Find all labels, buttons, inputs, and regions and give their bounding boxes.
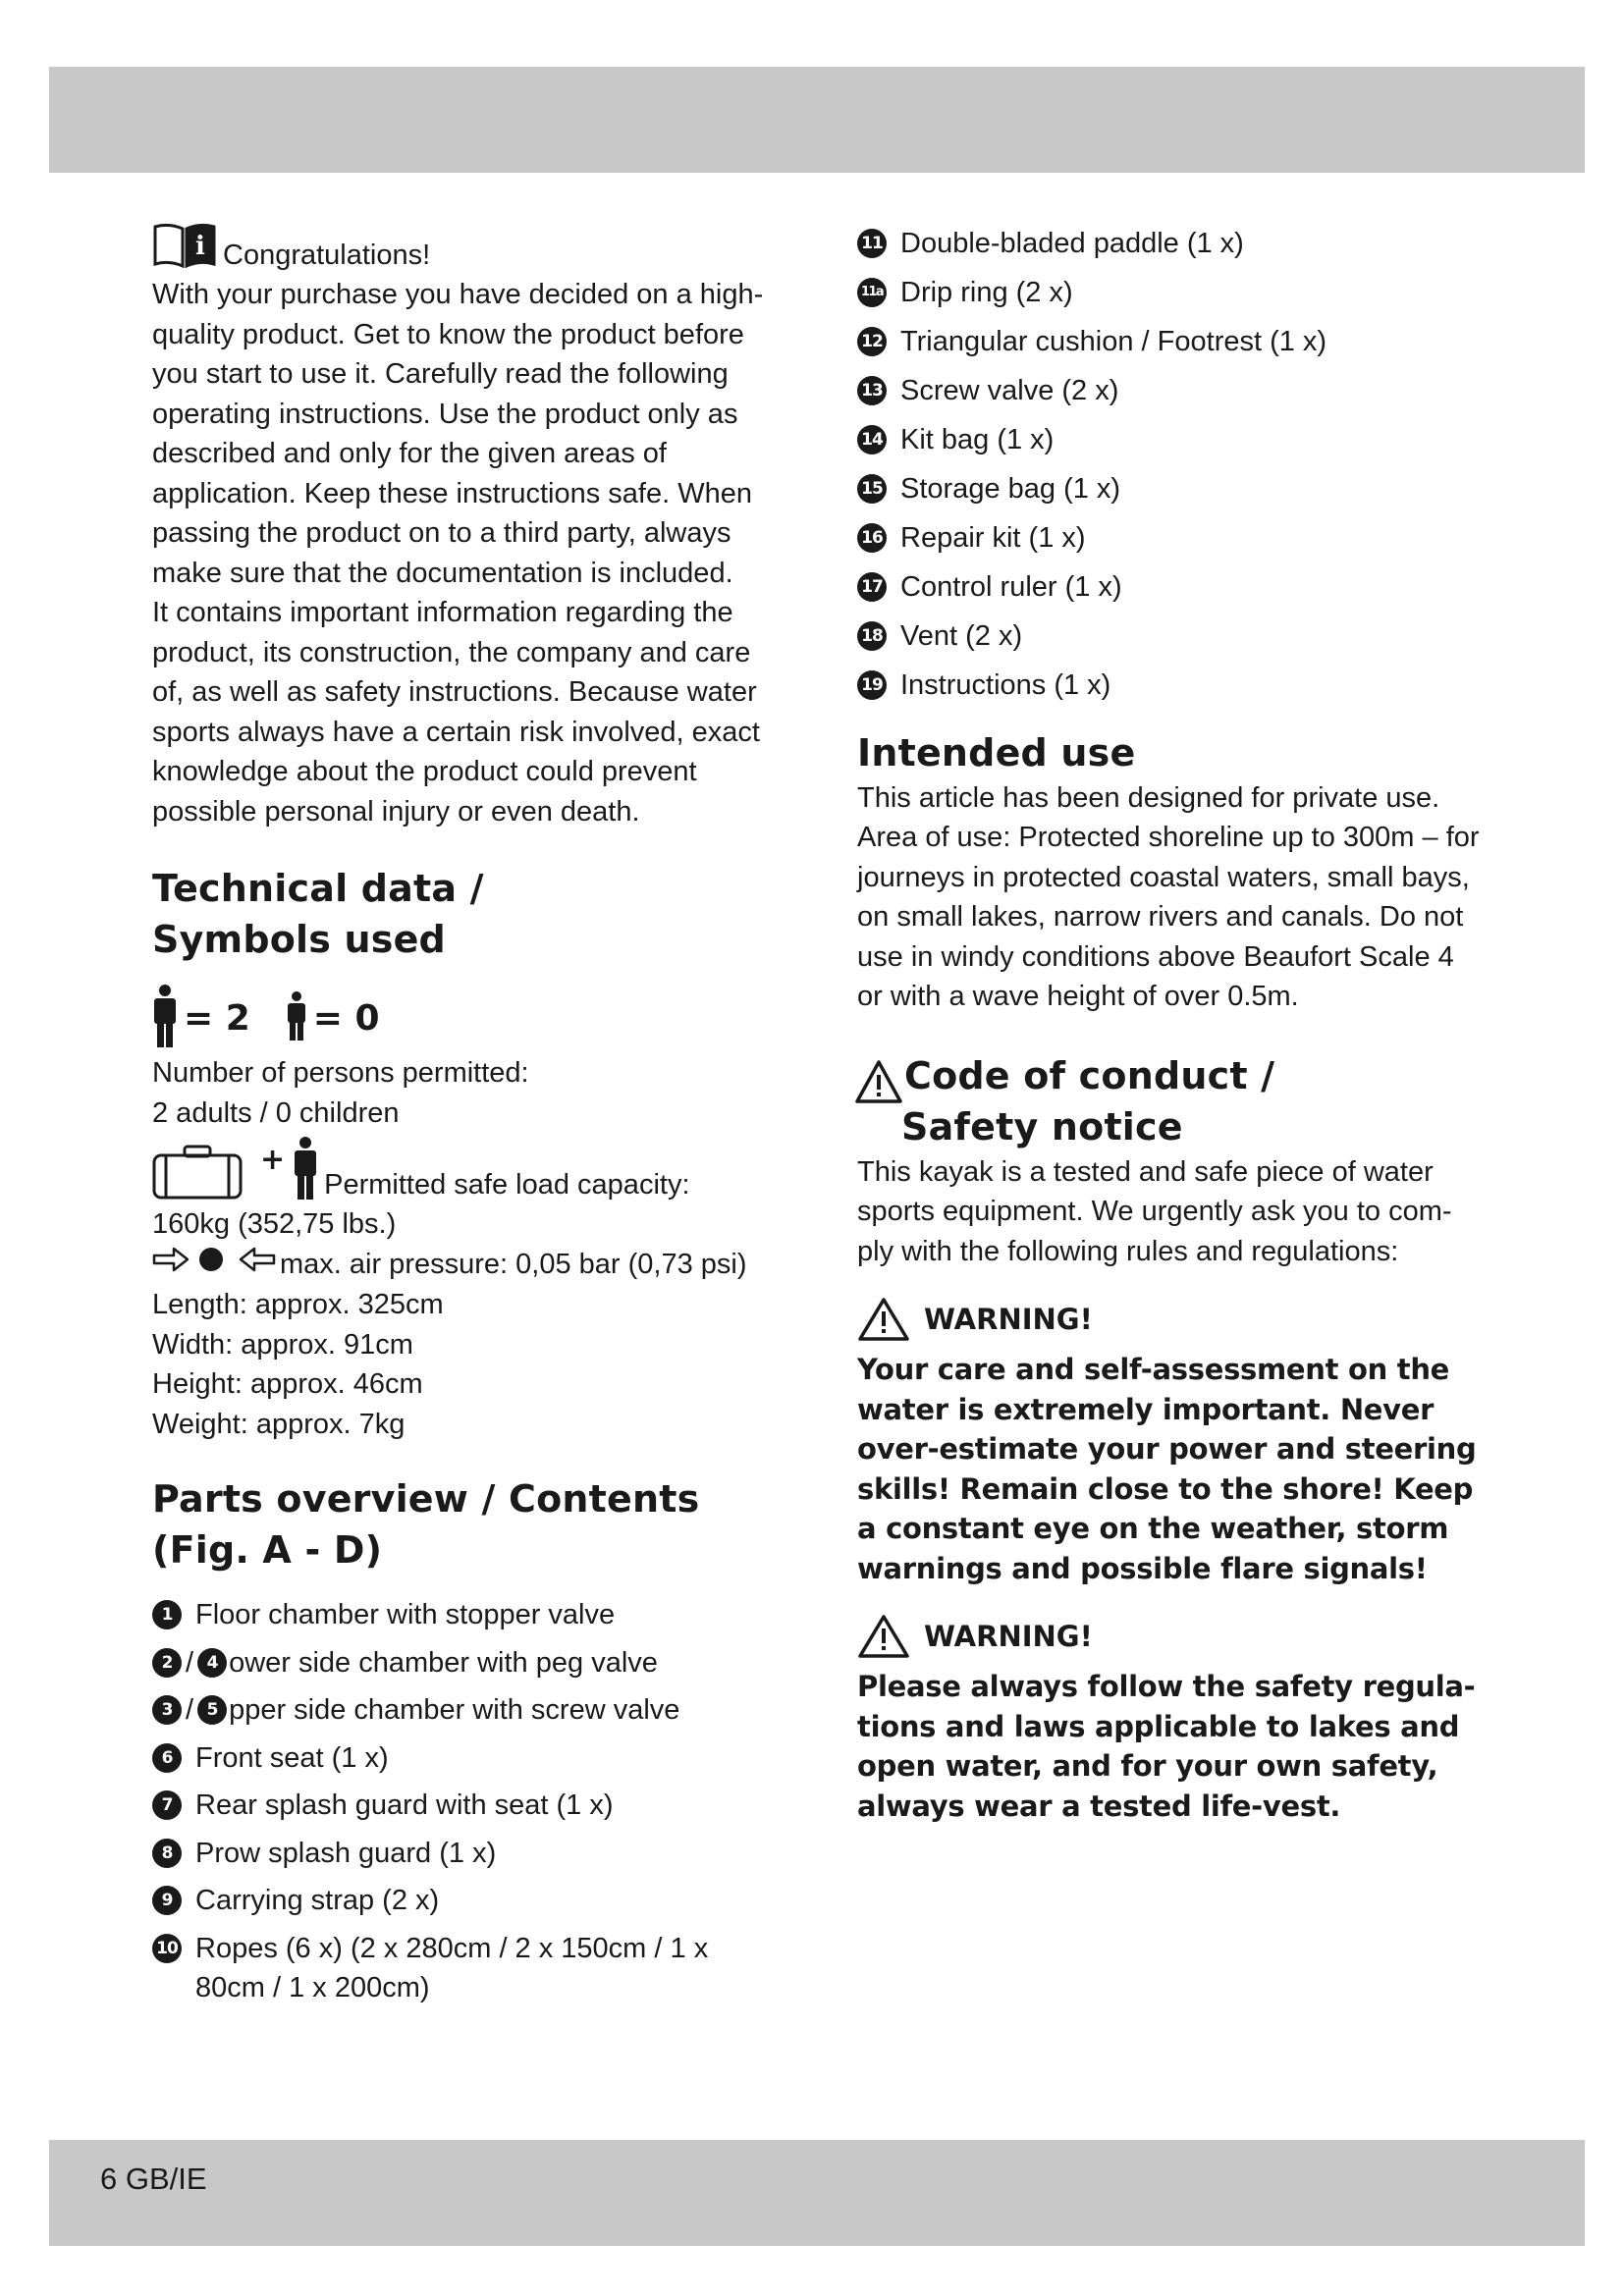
list-item bbox=[857, 518, 1486, 559]
suitcase-icon bbox=[152, 1145, 243, 1204]
item-number-badge: 11 bbox=[857, 229, 887, 258]
list-item bbox=[857, 666, 1486, 706]
list-item bbox=[857, 567, 1486, 608]
list-item-text: Kit bag (1 x) bbox=[900, 424, 1055, 455]
list-item-text: Vent (2 x) bbox=[900, 620, 1023, 652]
item-number-badge: 2 bbox=[152, 1648, 182, 1678]
persons-symbols bbox=[152, 983, 781, 1053]
list-item-text: pper side chamber with screw valve bbox=[229, 1694, 680, 1726]
list-item-text: Rear splash guard with seat (1 x) bbox=[195, 1789, 614, 1821]
list-item bbox=[857, 273, 1486, 313]
list-item-text: Front seat (1 x) bbox=[195, 1741, 389, 1774]
list-item-text: Instructions (1 x) bbox=[900, 669, 1111, 701]
footer-band bbox=[49, 2140, 1585, 2246]
warning-header-1 bbox=[857, 1297, 1486, 1342]
warning-text-1: Your care and self-assessment on the water is extremely important. Never over-estimate your power and steering skills! Remain close to the shore! Keep a constant eye on the weather, storm warnings and possible flare signals! bbox=[857, 1353, 1477, 1585]
svg-text:i: i bbox=[195, 232, 205, 261]
plus-symbol: + bbox=[260, 1143, 286, 1177]
list-item bbox=[857, 224, 1486, 264]
children-count-symbol: = 0 bbox=[312, 997, 380, 1039]
adult-person-icon bbox=[152, 985, 178, 1052]
list-item-text: Triangular cushion / Footrest (1 x) bbox=[900, 326, 1327, 357]
air-pressure-icon bbox=[152, 1245, 280, 1286]
load-person-icon bbox=[293, 1137, 318, 1204]
left-column bbox=[152, 221, 781, 2016]
list-item-text: Repair kit (1 x) bbox=[900, 522, 1086, 554]
list-item-text: Carrying strap (2 x) bbox=[195, 1885, 440, 1916]
adults-count-symbol: = 2 bbox=[184, 997, 250, 1039]
list-item bbox=[857, 322, 1486, 362]
list-item-text: Control ruler (1 x) bbox=[900, 571, 1122, 603]
item-number-badge: 8 bbox=[152, 1839, 182, 1868]
item-number-badge: 15 bbox=[857, 474, 887, 504]
slash-separator: / bbox=[186, 1646, 194, 1679]
list-item bbox=[152, 1881, 781, 1921]
list-item-text: Drip ring (2 x) bbox=[900, 277, 1073, 308]
item-number-badge: 14 bbox=[857, 425, 887, 454]
list-item bbox=[152, 1738, 781, 1779]
item-number-badge: 18 bbox=[857, 621, 887, 651]
width-text: Width: approx. 91cm bbox=[152, 1328, 413, 1361]
item-number-badge: 17 bbox=[857, 572, 887, 602]
persons-label: Number of persons permitted: bbox=[152, 1057, 529, 1089]
item-number-badge: 6 bbox=[152, 1743, 182, 1773]
persons-value: 2 adults / 0 children bbox=[152, 1096, 400, 1129]
item-number-badge: 3 bbox=[152, 1695, 182, 1725]
item-number-badge: 1 bbox=[152, 1600, 182, 1629]
list-item-text: Screw valve (2 x) bbox=[900, 375, 1119, 406]
item-number-badge: 11a bbox=[857, 278, 887, 307]
list-item-text: Storage bag (1 x) bbox=[900, 473, 1121, 505]
congrats-line bbox=[152, 221, 781, 275]
list-item bbox=[152, 1595, 781, 1635]
item-number-badge: 7 bbox=[152, 1790, 182, 1820]
list-item bbox=[857, 371, 1486, 411]
warning-header-2 bbox=[857, 1614, 1486, 1659]
item-number-badge: 12 bbox=[857, 327, 887, 356]
page-number: 6 GB/IE bbox=[100, 2162, 207, 2196]
length-text: Length: approx. 325cm bbox=[152, 1289, 444, 1320]
item-number-badge: 16 bbox=[857, 523, 887, 553]
item-number-badge: 9 bbox=[152, 1886, 182, 1915]
conduct-heading bbox=[857, 1050, 1274, 1152]
warning-label: WARNING! bbox=[924, 1620, 1093, 1653]
conduct-heading-block bbox=[857, 1050, 1486, 1152]
conduct-heading-line2: Safety notice bbox=[901, 1104, 1183, 1148]
load-row bbox=[152, 1137, 781, 1204]
technical-heading-line1: Technical data / bbox=[152, 867, 484, 910]
technical-heading bbox=[152, 863, 781, 965]
parts-list-right bbox=[857, 224, 1486, 706]
list-item-text: ower side chamber with peg valve bbox=[229, 1646, 658, 1679]
list-item bbox=[152, 1929, 781, 2008]
warning-triangle-icon bbox=[857, 1297, 910, 1342]
load-value: 160kg (352,75 lbs.) bbox=[152, 1208, 397, 1240]
slash-separator: / bbox=[186, 1694, 194, 1726]
parts-list-left bbox=[152, 1595, 781, 2008]
child-person-icon bbox=[286, 991, 307, 1045]
item-number-badge: 4 bbox=[197, 1648, 227, 1678]
list-item-text: Double-bladed paddle (1 x) bbox=[900, 228, 1244, 259]
list-item bbox=[152, 1786, 781, 1826]
load-label: Permitted safe load capacity: bbox=[324, 1169, 690, 1201]
conduct-text: This kayak is a tested and safe piece of water sports equipment. We urgently ask you to com-ply with the following rules and regulations: bbox=[857, 1155, 1452, 1267]
list-item-text: Ropes (6 x) (2 x 280cm / 2 x 150cm / 1 x 80cm / 1 x 200cm) bbox=[195, 1932, 709, 2003]
info-book-icon bbox=[152, 221, 217, 275]
height-text: Height: approx. 46cm bbox=[152, 1368, 423, 1400]
list-item bbox=[857, 616, 1486, 657]
item-number-badge: 5 bbox=[197, 1695, 227, 1725]
weight-text: Weight: approx. 7kg bbox=[152, 1408, 406, 1440]
pressure-text: max. air pressure: 0,05 bar (0,73 psi) bbox=[280, 1249, 747, 1280]
parts-heading-line2: (Fig. A - D) bbox=[152, 1528, 383, 1572]
conduct-heading-line1: Code of conduct / bbox=[904, 1053, 1275, 1097]
list-item-text: Prow splash guard (1 x) bbox=[195, 1837, 497, 1869]
parts-heading-line1: Parts overview / Contents bbox=[152, 1477, 700, 1521]
list-item bbox=[152, 1834, 781, 1874]
intro-paragraph-2: It contains important information regarding the product, its construction, the company and care of, as well as safety instructions. Because water sports always have a certain risk involved, exact knowledge about the product could prevent possible personal injury or even death. bbox=[152, 597, 760, 828]
warning-text-2: Please always follow the safety regula-tions and laws applicable to lakes and open water, and for your own safety, always wear a tested life-vest. bbox=[857, 1670, 1476, 1823]
item-number-badge: 19 bbox=[857, 670, 887, 700]
parts-heading bbox=[152, 1473, 781, 1575]
right-column bbox=[857, 224, 1486, 1826]
congrats-text: Congratulations! bbox=[223, 240, 431, 271]
item-number-badge: 10 bbox=[152, 1934, 182, 1963]
intended-use-heading: Intended use bbox=[857, 730, 1136, 774]
intro-paragraph: With your purchase you have decided on a high-quality product. Get to know the product before you start to use it. Carefully read the following operating instructions. Use the product only as described and only for the given areas of application. Keep these instructions safe. When passing the product on to a third party, always make sure that the documentation is included. bbox=[152, 279, 764, 589]
intended-use-text: This article has been designed for private use. Area of use: Protected shoreline up to 300m – for journeys in protected coastal waters, small bays, on small lakes, narrow rivers and canals. Do not use in windy conditions above Beaufort Scale 4 or with a wave height of over 0.5m. bbox=[857, 781, 1480, 1012]
list-item bbox=[152, 1690, 781, 1731]
header-band bbox=[49, 67, 1585, 173]
item-number-badge: 13 bbox=[857, 376, 887, 405]
list-item bbox=[152, 1643, 781, 1683]
warning-label: WARNING! bbox=[924, 1303, 1093, 1336]
list-item bbox=[857, 469, 1486, 509]
warning-triangle-icon bbox=[857, 1614, 910, 1659]
pressure-row bbox=[152, 1245, 781, 1286]
list-item bbox=[857, 420, 1486, 460]
warning-triangle-icon bbox=[854, 1058, 903, 1107]
technical-heading-line2: Symbols used bbox=[152, 918, 446, 961]
list-item-text: Floor chamber with stopper valve bbox=[195, 1599, 616, 1630]
